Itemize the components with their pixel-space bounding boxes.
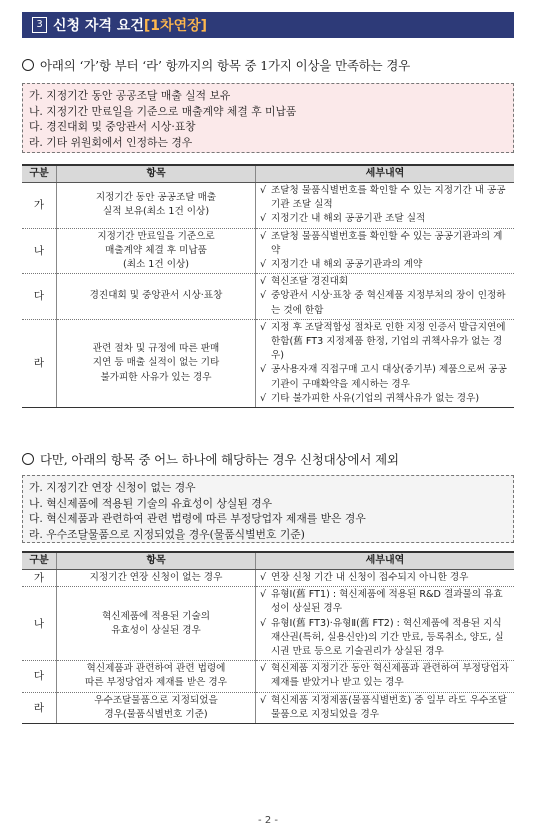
detail-text: 혁신조달 경진대회 — [271, 276, 349, 288]
requirements-summary-box — [22, 83, 514, 153]
circle-bullet-icon — [22, 453, 34, 465]
row-details — [256, 319, 515, 407]
table-row — [22, 183, 514, 229]
check-mark-icon: √ — [260, 617, 267, 629]
detail-text: 기타 불가피한 사유(기업의 귀책사유가 없는 경우) — [271, 392, 480, 404]
summary-item: 다. 혁신제품과 관련하여 관련 법령에 따른 부정당업자 제재를 받은 경우 — [29, 512, 366, 525]
row-code: 나 — [22, 228, 57, 274]
row-item — [57, 692, 256, 723]
summary-item: 가. 지정기간 동안 공공조달 매출 실적 보유 — [29, 89, 231, 102]
table-row — [22, 228, 514, 274]
check-mark-icon: √ — [260, 185, 267, 196]
detail-item — [260, 694, 510, 722]
section-number: 3 — [32, 17, 47, 33]
requirements-table — [22, 164, 514, 408]
exclusion-summary-box — [22, 475, 514, 543]
row-code: 다 — [22, 661, 57, 692]
check-mark-icon: √ — [260, 230, 267, 242]
row-item — [57, 661, 256, 692]
row-code: 가 — [22, 570, 57, 587]
check-mark-icon: √ — [260, 364, 267, 376]
detail-text: 혁신제품 지정기간 동안 혁신제품과 관련하여 부정당업자 제재를 받았거나 받고 있는 경우 — [271, 663, 509, 689]
detail-item — [260, 571, 510, 585]
detail-text: 유형Ⅰ(舊 FT1) : 혁신제품에 적용된 R&D 결과물의 유효성이 상실된 경우 — [271, 589, 503, 615]
check-mark-icon: √ — [260, 589, 267, 601]
row-item-line: 관련 절차 및 규정에 따른 판매 — [92, 343, 220, 355]
page-number: - 2 - — [258, 815, 278, 826]
detail-item — [260, 662, 510, 690]
summary-item: 나. 지정기간 만료일을 기준으로 매출계약 체결 후 미납품 — [29, 104, 297, 118]
header-item: 항목 — [57, 165, 256, 183]
row-item-line: 우수조달물품으로 지정되었을 — [94, 694, 218, 706]
row-item — [57, 570, 256, 587]
detail-item — [260, 212, 510, 226]
check-mark-icon: √ — [260, 321, 267, 333]
detail-item — [260, 617, 510, 660]
section-banner — [22, 12, 514, 38]
detail-item — [260, 184, 510, 212]
row-item-line: 유효성이 상실된 경우 — [111, 624, 201, 636]
requirements-lead-text: 아래의 ‘가’항 부터 ‘라’ 항까지의 항목 중 1가지 이상을 만족하는 경우 — [40, 58, 411, 73]
detail-text: 유형Ⅰ(舊 FT3)·유형Ⅱ(舊 FT2) : 혁신제품에 적용된 지식재산권(특허, 실용신안)의 기간 만료, 등록취소, 양도, 실시권 만료 등으로 기술권리가 상실된 경우 — [271, 617, 504, 658]
table-row — [22, 661, 514, 692]
row-item-line: (최소 1건 이상) — [122, 259, 190, 271]
exclusion-table — [22, 551, 514, 724]
header-details: 세부내역 — [256, 552, 515, 570]
check-mark-icon: √ — [260, 694, 267, 706]
check-mark-icon: √ — [260, 290, 267, 302]
row-item-line: 혁신제품과 관련하여 관련 법령에 — [86, 663, 226, 675]
table-row — [22, 274, 514, 320]
detail-text: 연장 신청 기간 내 신청이 접수되지 아니한 경우 — [271, 572, 469, 583]
header-details: 세부내역 — [256, 165, 515, 183]
row-details — [256, 692, 515, 723]
row-code: 나 — [22, 587, 57, 661]
row-code: 다 — [22, 274, 57, 320]
check-mark-icon: √ — [260, 392, 267, 404]
table-header-row — [22, 552, 514, 570]
requirements-lead — [22, 56, 522, 74]
row-item-line: 혁신제품에 적용된 기술의 — [101, 610, 211, 622]
check-mark-icon: √ — [260, 213, 267, 225]
header-category: 구분 — [22, 552, 57, 570]
row-details — [256, 228, 515, 274]
detail-item — [260, 588, 510, 616]
row-code: 라 — [22, 692, 57, 723]
summary-item: 나. 혁신제품에 적용된 기술의 유효성이 상실된 경우 — [29, 496, 273, 510]
row-details — [256, 661, 515, 692]
row-item-line: 지정기간 연장 신청이 없는 경우 — [89, 572, 223, 583]
table-row — [22, 587, 514, 661]
row-details — [256, 183, 515, 229]
summary-item: 라. 우수조달물품으로 지정되었을 경우(물품식별번호 기준) — [29, 527, 305, 541]
row-item-line: 지정기간 만료일을 기준으로 — [97, 230, 215, 242]
detail-text: 중앙관서 시상·표창 중 혁신제품 지정부처의 장이 인정하는 것에 한함 — [271, 290, 506, 316]
row-item — [57, 228, 256, 274]
detail-text: 조달청 물품식별번호를 확인할 수 있는 지정기간 내 공공기관 조달 실적 — [271, 185, 506, 211]
detail-text: 혁신제품 지정제품(물품식별번호) 중 일부 라도 우수조달물품으로 지정되었을 경우 — [271, 694, 507, 720]
row-item-line: 따른 부정당업자 제재를 받은 경우 — [85, 677, 227, 689]
section-title-highlight: [1차연장] — [143, 18, 208, 34]
detail-text: 공사용자재 직접구매 고시 대상(중기부) 제품으로써 공공기관이 구매확약을 제시하는 경우 — [271, 364, 507, 390]
summary-item: 가. 지정기간 연장 신청이 없는 경우 — [29, 481, 196, 494]
circle-bullet-icon — [22, 59, 34, 71]
check-mark-icon: √ — [260, 663, 267, 675]
row-item — [57, 319, 256, 407]
table-row — [22, 570, 514, 587]
row-item — [57, 183, 256, 229]
detail-item — [260, 258, 510, 272]
section-title: 신청 자격 요건 — [53, 18, 144, 34]
detail-item — [260, 230, 510, 258]
row-item-line: 경진대회 및 중앙관서 시상·표창 — [89, 290, 223, 302]
summary-item: 라. 기타 위원회에서 인정하는 경우 — [29, 135, 193, 149]
detail-item — [260, 321, 510, 364]
detail-item — [260, 363, 510, 391]
detail-text: 조달청 물품식별번호를 확인할 수 있는 공공기관과의 계약 — [271, 230, 503, 256]
header-item: 항목 — [57, 552, 256, 570]
row-details — [256, 587, 515, 661]
row-item — [57, 587, 256, 661]
row-details — [256, 570, 515, 587]
row-item-line: 실적 보유(최소 1건 이상) — [102, 206, 210, 218]
summary-item: 다. 경진대회 및 중앙관서 시상·표창 — [29, 120, 196, 133]
row-item-line: 지정기간 동안 공공조달 매출 — [95, 192, 217, 204]
row-code: 가 — [22, 183, 57, 229]
detail-item — [260, 289, 510, 317]
table-row — [22, 692, 514, 723]
exclusion-lead — [22, 450, 522, 468]
header-category: 구분 — [22, 165, 57, 183]
check-mark-icon: √ — [260, 276, 267, 288]
detail-item — [260, 275, 510, 289]
row-item-line: 불가피한 사유가 있는 경우 — [100, 371, 212, 383]
detail-text: 지정 후 조달적합성 절차로 인한 지정 인증서 발급지연에 한함(舊 FT3 지정제품 한정, 기업의 귀책사유가 없는 경우) — [271, 321, 506, 362]
row-item-line: 지연 등 매출 실적이 없는 기타 — [92, 357, 220, 369]
exclusion-lead-text: 다만, 아래의 항목 중 어느 하나에 해당하는 경우 신청대상에서 제외 — [40, 452, 399, 467]
detail-text: 지정기간 내 해외 공공기관과의 계약 — [271, 259, 423, 271]
table-row — [22, 319, 514, 407]
row-details — [256, 274, 515, 320]
row-code: 라 — [22, 319, 57, 407]
table-header-row — [22, 165, 514, 183]
row-item-line: 매출계약 체결 후 미납품 — [105, 244, 207, 256]
row-item-line: 경우(물품식별번호 기준) — [104, 708, 208, 720]
detail-text: 지정기간 내 해외 공공기관 조달 실적 — [271, 213, 426, 225]
check-mark-icon: √ — [260, 572, 267, 583]
detail-item — [260, 392, 510, 406]
row-item — [57, 274, 256, 320]
check-mark-icon: √ — [260, 259, 267, 271]
